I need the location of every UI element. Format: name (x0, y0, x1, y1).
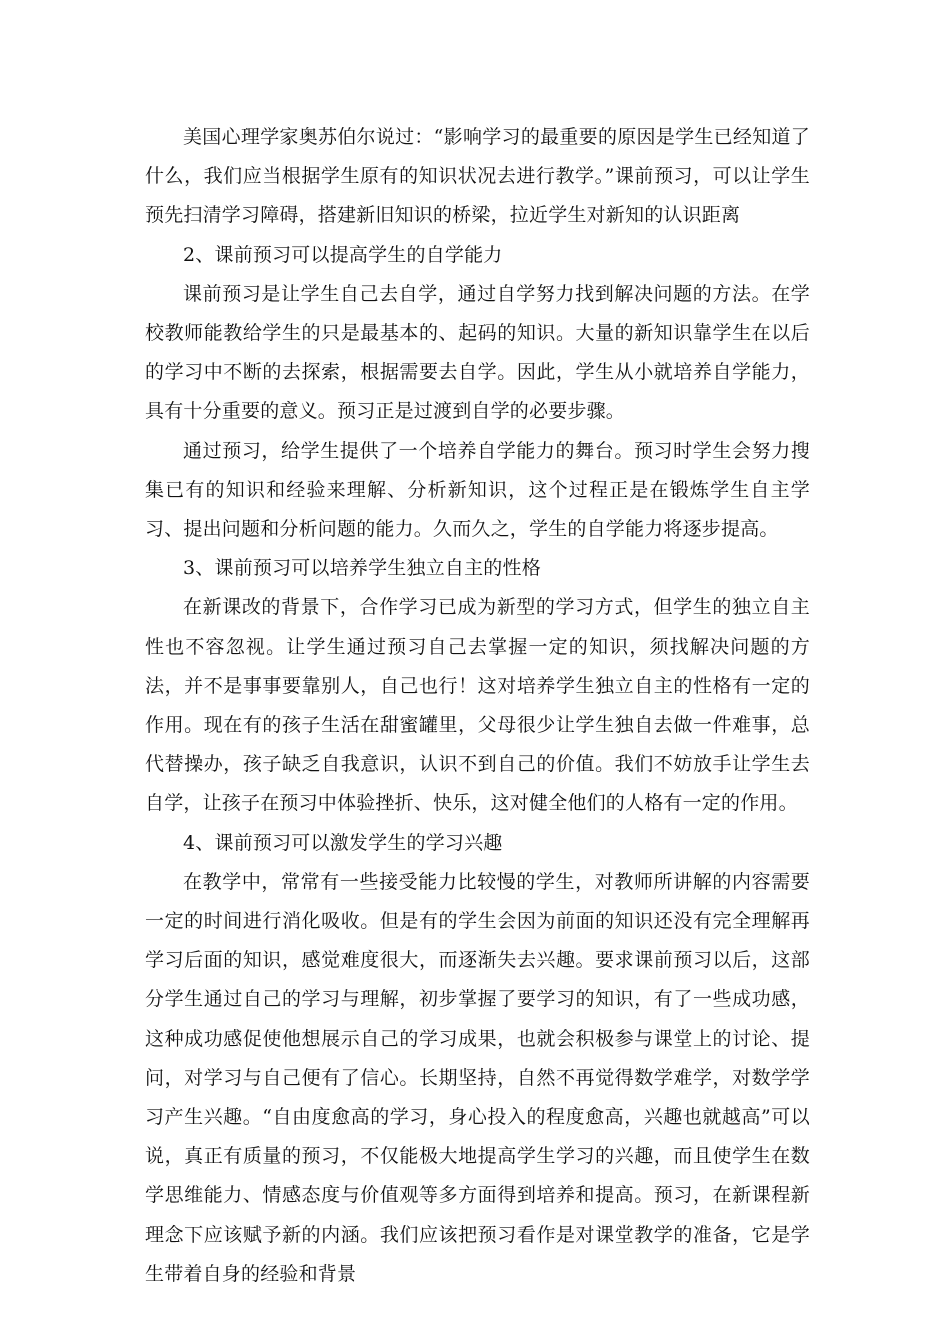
section-heading-3: 3、课前预习可以培养学生独立自主的性格 (183, 557, 541, 580)
paragraph-self-study-stage: 通过预习，给学生提供了一个培养自学能力的舞台。预习时学生会努力搜集已有的知识和经验来理解、分析新知识，这个过程正是在锻炼学生自主学习、提出问题和分析问题的能力。久而久之，学生的自学能力将逐步提高。 (145, 439, 810, 541)
section-heading-2: 2、课前预习可以提高学生的自学能力 (183, 243, 503, 266)
document-body (145, 118, 810, 1294)
section-heading-4: 4、课前预习可以激发学生的学习兴趣 (183, 831, 503, 854)
paragraph-self-study: 课前预习是让学生自己去自学，通过自学努力找到解决问题的方法。在学校教师能教给学生的只是最基本的、起码的知识。大量的新知识靠学生在以后的学习中不断的去探索，根据需要去自学。因此，学生从小就培养自学能力，具有十分重要的意义。预习正是过渡到自学的必要步骤。 (145, 282, 810, 423)
paragraph-interest: 在教学中，常常有一些接受能力比较慢的学生，对教师所讲解的内容需要一定的时间进行消化吸收。但是有的学生会因为前面的知识还没有完全理解再学习后面的知识，感觉难度很大，而逐渐失去兴趣。要求课前预习以后，这部分学生通过自己的学习与理解，初步掌握了要学习的知识，有了一些成功感，这种成功感促使他想展示自己的学习成果，也就会积极参与课堂上的讨论、提问，对学习与自己便有了信心。长期坚持，自然不再觉得数学难学，对数学学习产生兴趣。“自由度愈高的学习，身心投入的程度愈高，兴趣也就越高”可以说，真正有质量的预习，不仅能极大地提高学生学习的兴趣，而且使学生在数学思维能力、情感态度与价值观等多方面得到培养和提高。预习，在新课程新理念下应该赋予新的内涵。我们应该把预习看作是对课堂教学的准备，它是学生带着自身的经验和背景 (145, 870, 810, 1285)
paragraph-independence: 在新课改的背景下，合作学习已成为新型的学习方式，但学生的独立自主性也不容忽视。让学生通过预习自己去掌握一定的知识，须找解决问题的方法，并不是事事要靠别人，自己也行！这对培养学生独立自主的性格有一定的作用。现在有的孩子生活在甜蜜罐里，父母很少让学生独自去做一件难事，总代替操办，孩子缺乏自我意识，认识不到自己的价值。我们不妨放手让学生去自学，让孩子在预习中体验挫折、快乐，这对健全他们的人格有一定的作用。 (145, 596, 810, 815)
paragraph-ausubel-quote: 美国心理学家奥苏伯尔说过：“影响学习的最重要的原因是学生已经知道了什么，我们应当根据学生原有的知识状况去进行教学。”课前预习，可以让学生预先扫清学习障碍，搭建新旧知识的桥梁，拉近学生对新知的认识距离 (145, 126, 810, 227)
